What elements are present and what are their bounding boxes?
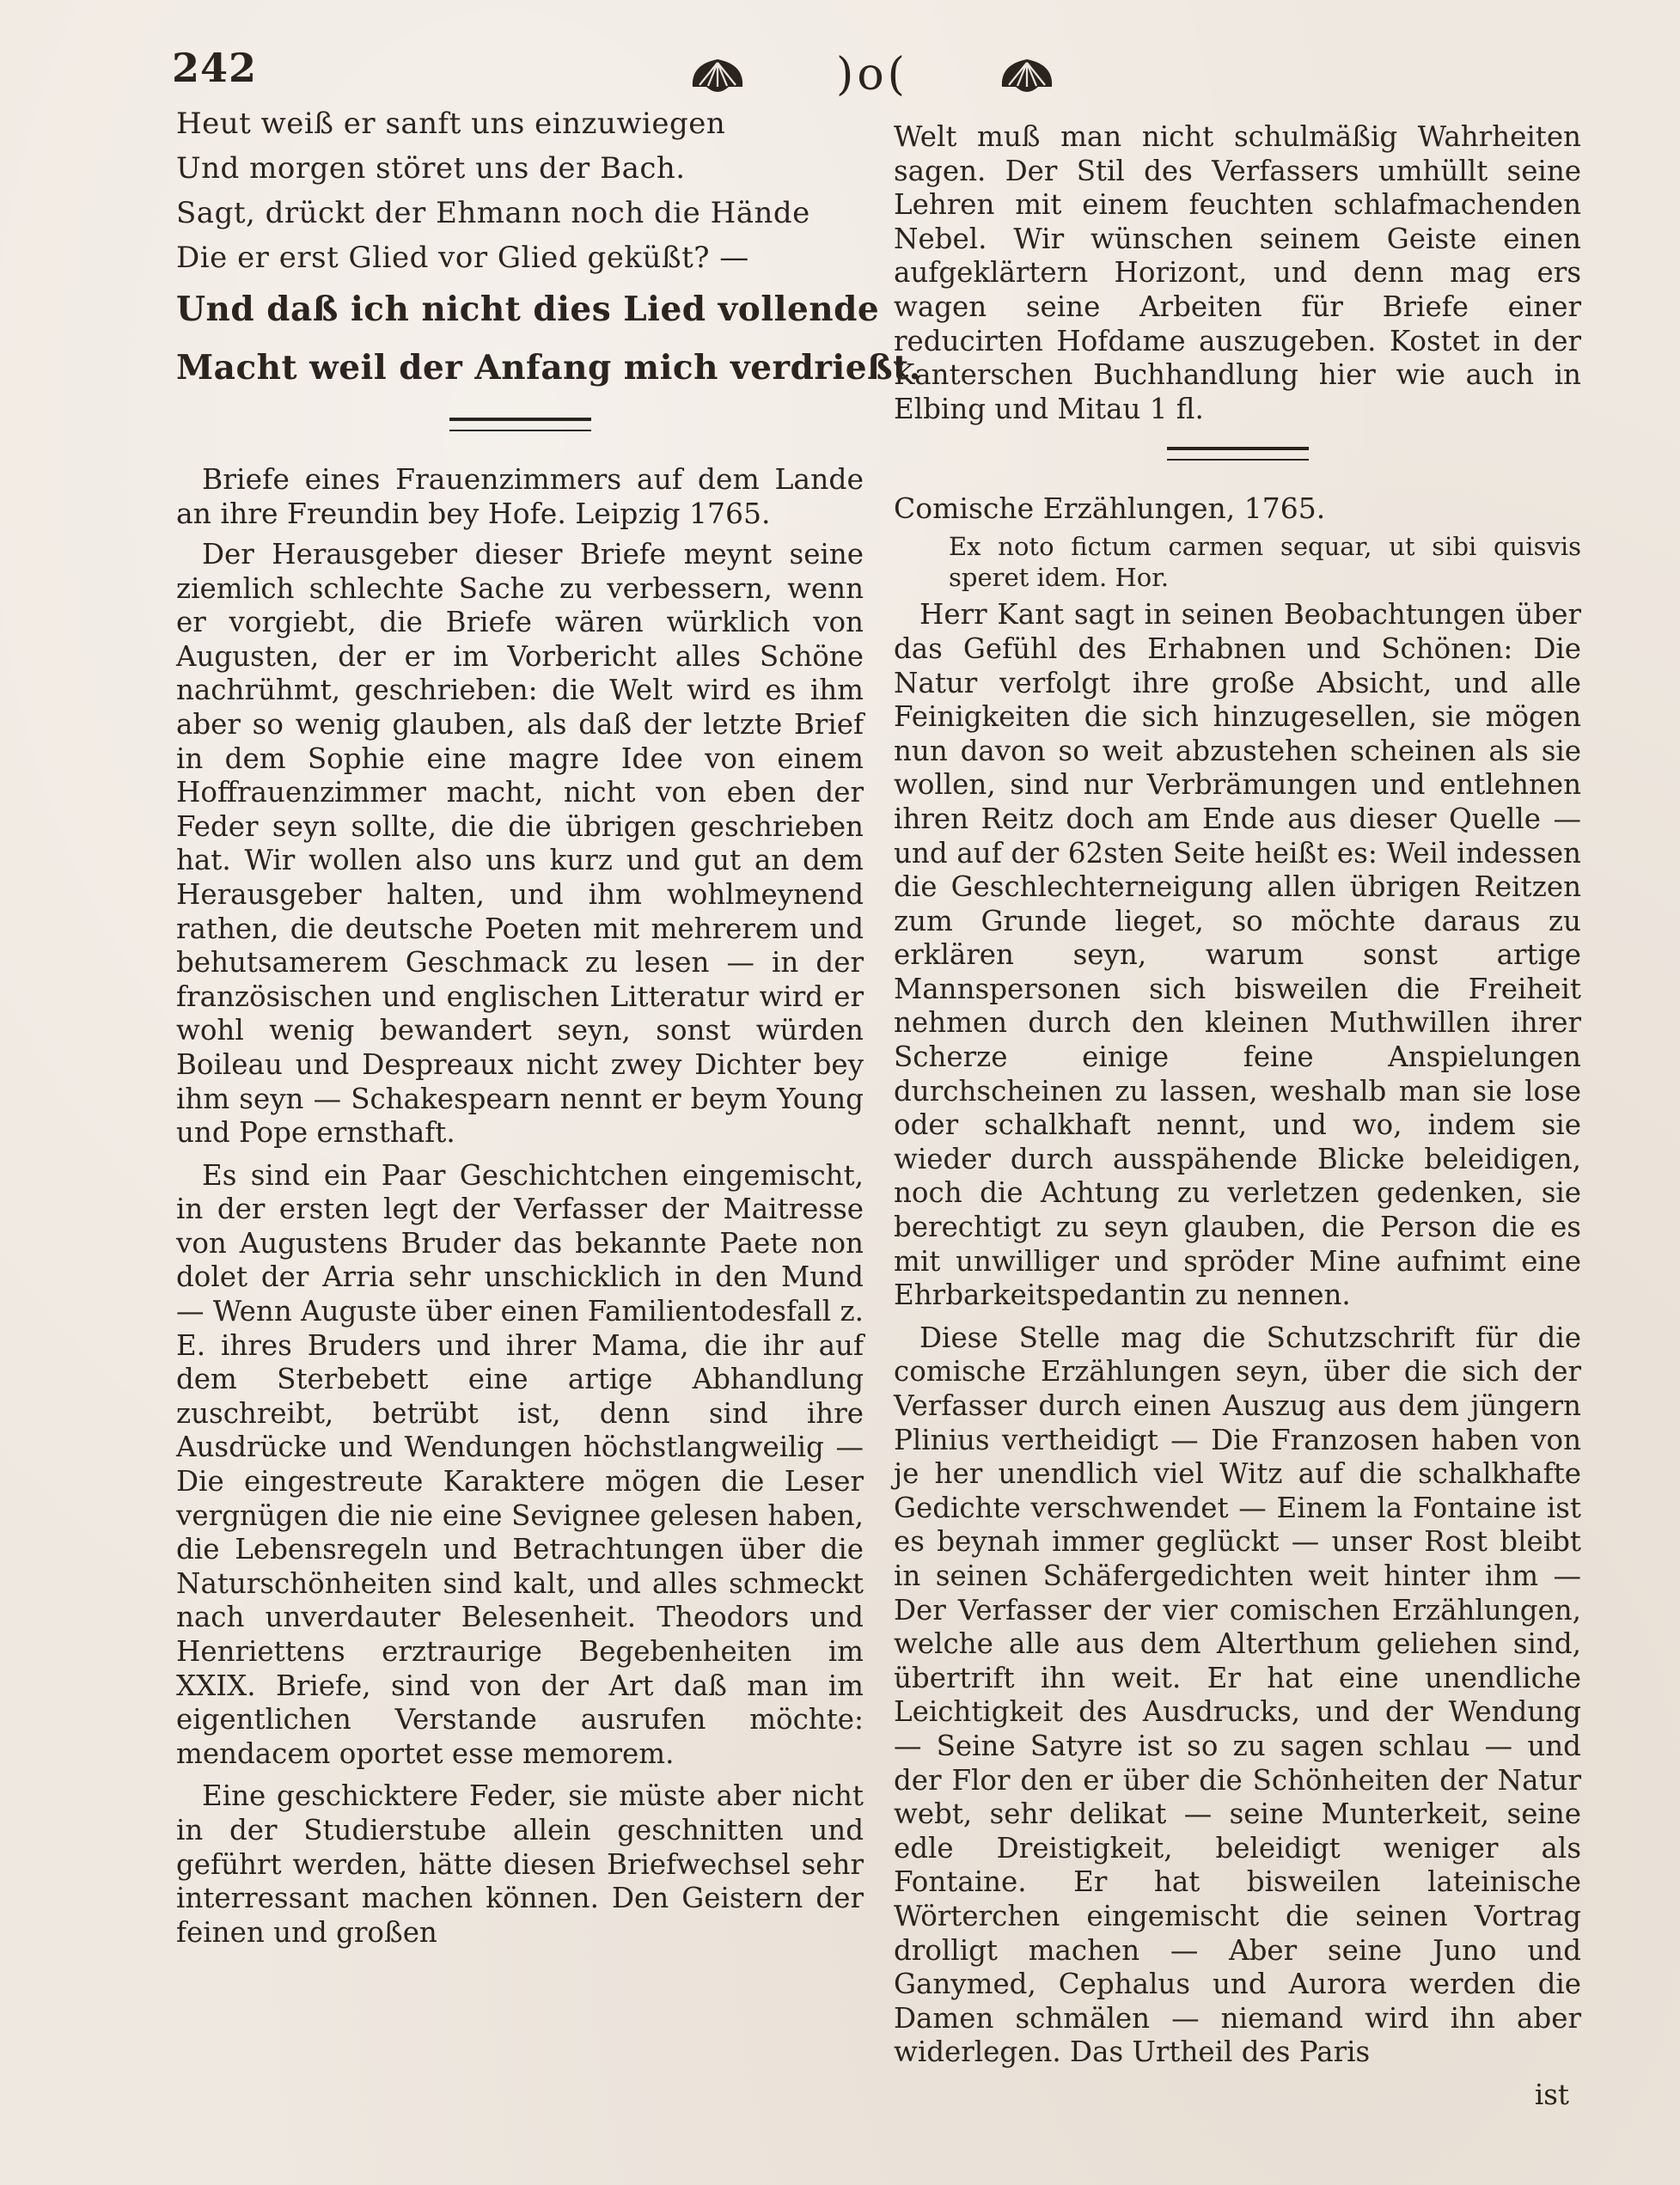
shell-ornament-icon — [997, 52, 1057, 97]
paragraph: Es sind ein Paar Geschichtchen eingemischt, in der ersten legt der Verfasser der Maitresse von Augustens Bruder das bekannte Paete non dolet der Arria sehr unschicklich in den Mund — Wenn Auguste über einen Familientodesfall z. E. ihres Bruders und ihrer Mama, die ihr auf dem Sterbebett eine artige Abhandlung zuschreibt, betrübt ist, denn sind ihre Ausdrücke und Wendungen höchstlangweilig — Die eingestreute Karaktere mögen die Leser vergnügen die nie eine Sevignee gelesen haben, die Lebensregeln und Betrachtungen über die Naturschönheiten sind kalt, und alles schmeckt nach unverdauter Belesenheit. Theodors und Henriettens erztraurige Begebenheiten im XXIX. Briefe, sind von der Art daß man im eigentlichen Verstande ausrufen möchte: mendacem oportet esse memorem. — [176, 1158, 864, 1770]
paragraph: Herr Kant sagt in seinen Beobachtungen über das Gefühl des Erhabnen und Schönen: Die Natur verfolgt ihre große Absicht, und alle Feinigkeiten die sich hinzugesellen, sie mögen nun davon so weit abzustehen scheinen als sie wollen, sind nur Verbrämungen und entlehnen ihren Reitz doch am Ende aus dieser Quelle — und auf der 62sten Seite heißt es: Weil indessen die Geschlechterneigung allen übrigen Reitzen zum Grunde lieget, so möchte daraus zu erklären seyn, warum sonst artige Mannspersonen sich bisweilen die Freiheit nehmen durch den kleinen Muthwillen ihrer Scherze einige feine Anspielungen durchscheinen zu lassen, weshalb man sie lose oder schalkhaft nennt, und wo, indem sie wieder durch ausspähende Blicke beleidigen, noch die Achtung zu verletzen gedenken, sie berechtigt zu seyn glauben, die Person die es mit unwilliger und spröder Mine aufnimt eine Ehrbarkeitspedantin zu nennen. — [894, 598, 1581, 1312]
header-ornament — [687, 45, 1057, 105]
verse-line: Macht weil der Anfang mich verdrießt. — [176, 348, 921, 388]
verse-line: Und morgen störet uns der Bach. — [176, 151, 686, 186]
motto: Ex noto fictum carmen sequar, ut sibi quisvis speret idem. Hor. — [949, 532, 1581, 593]
paragraph: Der Herausgeber dieser Briefe meynt seine ziemlich schlechte Sache zu verbessern, wenn er vorgiebt, die Briefe wären würklich von Augusten, der er im Vorbericht alles Schöne nachrühmt, geschrieben: die Welt wird es ihm aber so wenig glauben, als daß der letzte Brief in dem Sophie eine magre Idee von einem Hoffrauenzimmer macht, nicht von eben der Feder seyn sollte, die die übrigen geschrieben hat. Wir wollen also uns kurz und gut an dem Herausgeber halten, und ihm wohlmeynend rathen, die deutsche Poeten mit mehrerem und behutsamerem Geschmack zu lesen — in der französischen und englischen Litteratur wird er wohl wenig bewandert seyn, sonst würden Boileau und Despreaux nicht zwey Dichter bey ihm seyn — Schakespearn nennt er beym Young und Pope ernsthaft. — [176, 538, 864, 1150]
verse-block — [176, 101, 921, 397]
center-mark: )o( — [836, 49, 908, 101]
left-column — [176, 101, 921, 1958]
shell-ornament-icon — [687, 52, 748, 97]
catchword: ist — [1534, 2078, 1569, 2111]
verse-line: Heut weiß er sanft uns einzuwiegen — [176, 107, 726, 141]
paragraph-continuation: Welt muß man nicht schulmäßig Wahrheiten sagen. Der Stil des Verfassers umhüllt seine Lehren mit einem feuchten schlafmachenden Nebel. Wir wünschen seinem Geiste einen aufgeklärtern Horizont, und denn mag ers wagen seine Arbeiten für Briefe einer reducirten Hofdame auszugeben. Kostet in der Kanterschen Buchhandlung hier wie auch in Elbing und Mitau 1 fl. — [894, 120, 1581, 425]
review-heading: Briefe eines Frauenzimmers auf dem Lande an ihre Freundin bey Hofe. Leipzig 1765. — [176, 462, 864, 530]
section-divider — [449, 418, 591, 431]
paragraph: Eine geschicktere Feder, sie müste aber nicht in der Studierstube allein geschnitten und geführt werden, hätte diesen Briefwechsel sehr interressant machen können. Den Geistern der feinen und großen — [176, 1779, 864, 1949]
paragraph: Diese Stelle mag die Schutzschrift für die comische Erzählungen seyn, über die sich der Verfasser durch einen Auszug aus dem jüngern Plinius vertheidigt — Die Franzosen haben von je her unendlich viel Witz auf die schalkhafte Gedichte verschwendet — Einem la Fontaine ist es beynah immer geglückt — unser Rost bleibt in seinen Schäfergedichten weit hinter ihm — Der Verfasser der vier comischen Erzählungen, welche alle aus dem Alterthum geliehen sind, übertrift ihn weit. Er hat eine unendliche Leichtigkeit des Ausdrucks, und der Wendung — Seine Satyre ist so zu sagen schlau — und der Flor den er über die Schönheiten der Natur webt, sehr delikat — seine Munterkeit, seine edle Dreistigkeit, beleidigt weniger als Fontaine. Er hat bisweilen lateinische Wörterchen eingemischt die seinen Vortrag drolligt machen — Aber seine Juno und Ganymed, Cephalus und Aurora werden die Damen schmälen — niemand wird ihn aber widerlegen. Das Urtheil des Paris — [894, 1321, 1581, 2069]
page-number: 242 — [172, 45, 258, 91]
verse-line: Sagt, drückt der Ehmann noch die Hände — [176, 196, 810, 230]
review-heading: Comische Erzählungen, 1765. — [894, 491, 1326, 526]
verse-line: Und daß ich nicht dies Lied vollende — [176, 290, 880, 329]
verse-line: Die er erst Glied vor Glied geküßt? — — [176, 241, 749, 275]
section-divider — [1167, 447, 1309, 461]
right-column — [894, 120, 1581, 2112]
